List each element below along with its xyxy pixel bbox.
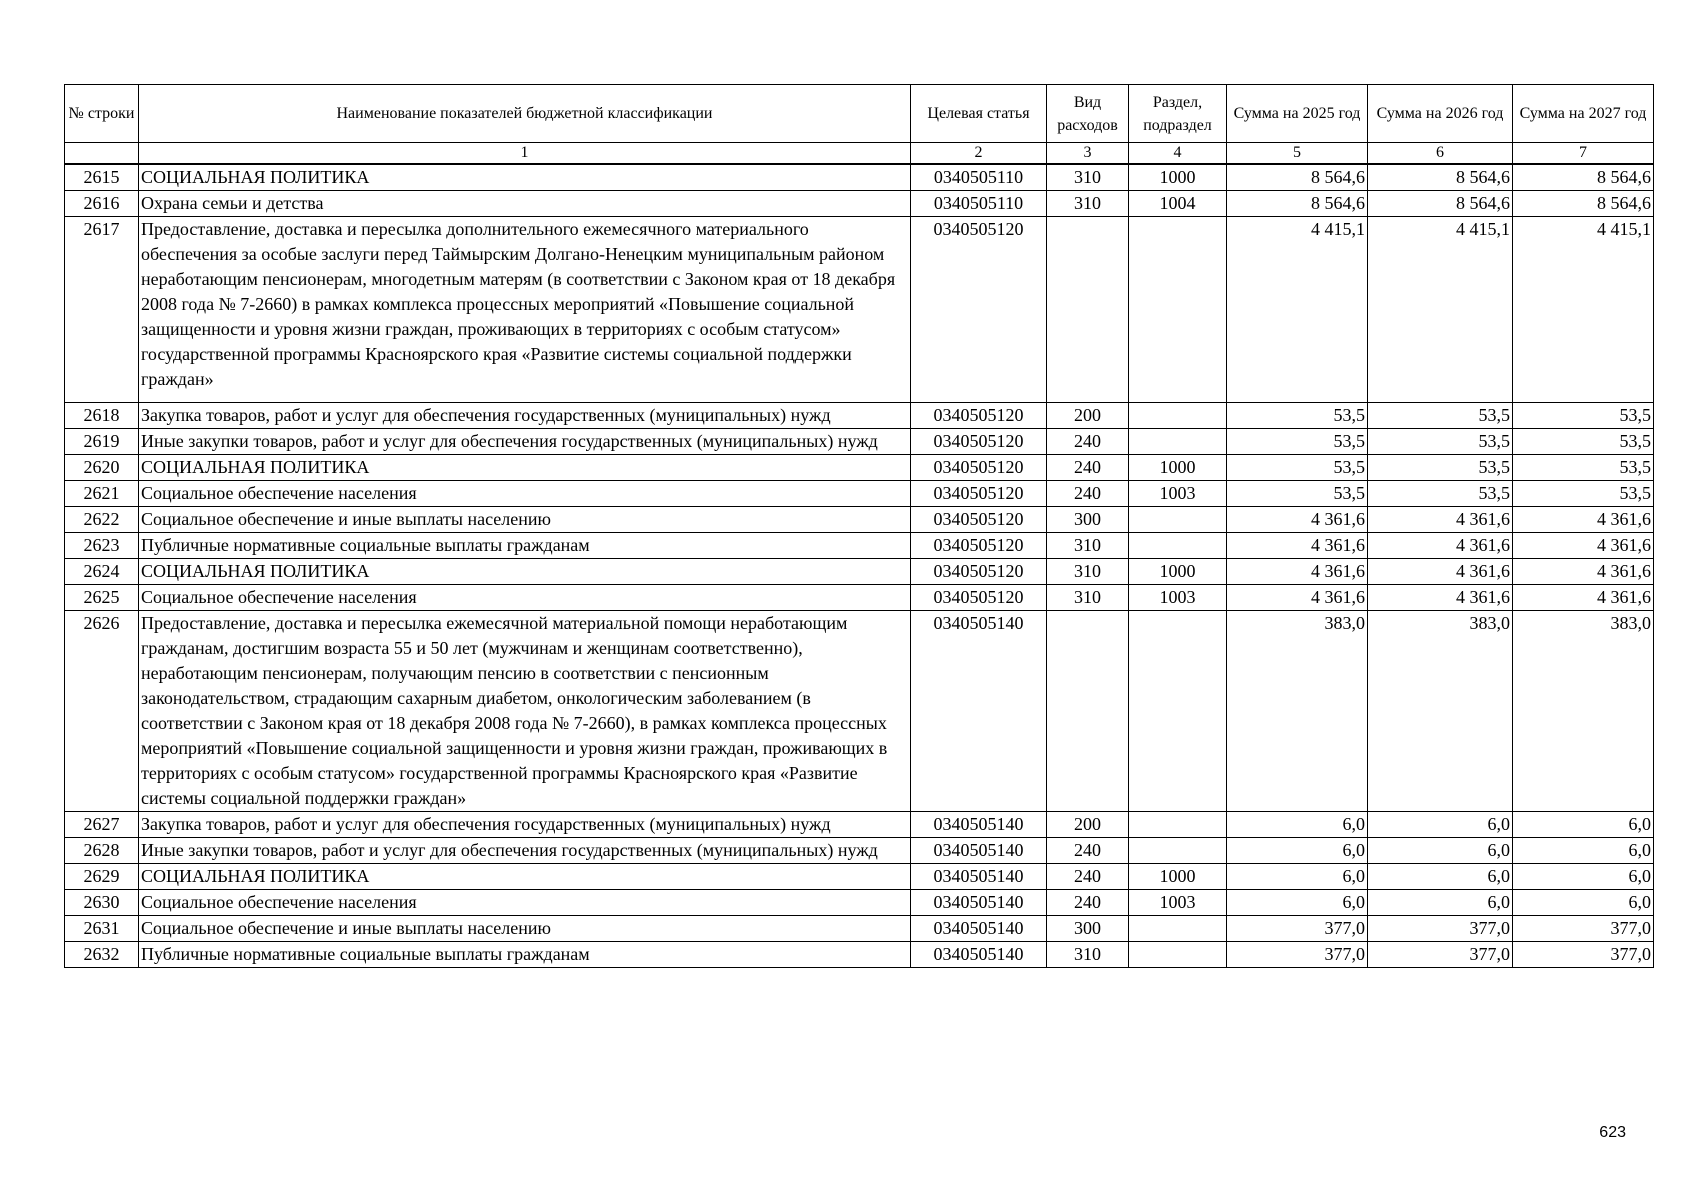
column-number: [65, 143, 139, 165]
sum-2025-cell: 4 415,1: [1227, 217, 1368, 403]
target-article-cell: 0340505140: [911, 838, 1047, 864]
expense-type-cell: 310: [1047, 585, 1129, 611]
sum-2026-cell: 383,0: [1368, 611, 1513, 812]
row-number-cell: 2632: [65, 942, 139, 968]
sum-2027-cell: 6,0: [1513, 838, 1654, 864]
indicator-name-cell: СОЦИАЛЬНАЯ ПОЛИТИКА: [139, 164, 911, 191]
indicator-name-cell: СОЦИАЛЬНАЯ ПОЛИТИКА: [139, 455, 911, 481]
row-number-cell: 2630: [65, 890, 139, 916]
table-header: [65, 85, 1654, 165]
section-cell: 1003: [1129, 585, 1227, 611]
row-number-cell: 2622: [65, 507, 139, 533]
sum-2025-cell: 53,5: [1227, 403, 1368, 429]
row-number-cell: 2615: [65, 164, 139, 191]
header-sum-2025: Сумма на 2025 год: [1227, 85, 1368, 143]
expense-type-cell: 310: [1047, 164, 1129, 191]
expense-type-cell: 310: [1047, 191, 1129, 217]
indicator-name-cell: СОЦИАЛЬНАЯ ПОЛИТИКА: [139, 559, 911, 585]
row-number-cell: 2616: [65, 191, 139, 217]
indicator-name-cell: Социальное обеспечение населения: [139, 585, 911, 611]
sum-2027-cell: 8 564,6: [1513, 191, 1654, 217]
sum-2027-cell: 4 361,6: [1513, 533, 1654, 559]
section-cell: [1129, 403, 1227, 429]
sum-2027-cell: 4 361,6: [1513, 559, 1654, 585]
section-cell: 1003: [1129, 481, 1227, 507]
sum-2025-cell: 8 564,6: [1227, 164, 1368, 191]
indicator-name-cell: Публичные нормативные социальные выплаты гражданам: [139, 533, 911, 559]
sum-2026-cell: 8 564,6: [1368, 191, 1513, 217]
column-number: 5: [1227, 143, 1368, 165]
indicator-name-cell: Публичные нормативные социальные выплаты гражданам: [139, 942, 911, 968]
expense-type-cell: 240: [1047, 455, 1129, 481]
sum-2025-cell: 4 361,6: [1227, 585, 1368, 611]
sum-2027-cell: 6,0: [1513, 812, 1654, 838]
table-row: [65, 403, 1654, 429]
sum-2025-cell: 6,0: [1227, 812, 1368, 838]
sum-2025-cell: 6,0: [1227, 864, 1368, 890]
expense-type-cell: 200: [1047, 403, 1129, 429]
expense-type-cell: 240: [1047, 838, 1129, 864]
indicator-name-cell: Закупка товаров, работ и услуг для обеспечения государственных (муниципальных) нужд: [139, 403, 911, 429]
indicator-name-cell: Закупка товаров, работ и услуг для обеспечения государственных (муниципальных) нужд: [139, 812, 911, 838]
section-cell: [1129, 611, 1227, 812]
expense-type-cell: 240: [1047, 481, 1129, 507]
sum-2026-cell: 53,5: [1368, 403, 1513, 429]
sum-2027-cell: 4 361,6: [1513, 507, 1654, 533]
expense-type-cell: [1047, 611, 1129, 812]
expense-type-cell: 300: [1047, 507, 1129, 533]
expense-type-cell: 300: [1047, 916, 1129, 942]
indicator-name-cell: Иные закупки товаров, работ и услуг для обеспечения государственных (муниципальных) нужд: [139, 429, 911, 455]
table-row: [65, 559, 1654, 585]
column-number: 7: [1513, 143, 1654, 165]
sum-2025-cell: 377,0: [1227, 942, 1368, 968]
indicator-name-cell: Социальное обеспечение и иные выплаты населению: [139, 507, 911, 533]
row-number-cell: 2623: [65, 533, 139, 559]
table-row: [65, 533, 1654, 559]
sum-2025-cell: 377,0: [1227, 916, 1368, 942]
sum-2027-cell: 53,5: [1513, 403, 1654, 429]
sum-2025-cell: 383,0: [1227, 611, 1368, 812]
header-section: Раздел, подраздел: [1129, 85, 1227, 143]
target-article-cell: 0340505120: [911, 455, 1047, 481]
row-number-cell: 2621: [65, 481, 139, 507]
sum-2026-cell: 4 415,1: [1368, 217, 1513, 403]
sum-2026-cell: 53,5: [1368, 455, 1513, 481]
sum-2026-cell: 4 361,6: [1368, 585, 1513, 611]
target-article-cell: 0340505140: [911, 611, 1047, 812]
indicator-name-cell: Охрана семьи и детства: [139, 191, 911, 217]
target-article-cell: 0340505120: [911, 429, 1047, 455]
sum-2026-cell: 6,0: [1368, 890, 1513, 916]
target-article-cell: 0340505140: [911, 916, 1047, 942]
table-row: [65, 916, 1654, 942]
sum-2027-cell: 53,5: [1513, 429, 1654, 455]
table-row: [65, 585, 1654, 611]
header-sum-2027: Сумма на 2027 год: [1513, 85, 1654, 143]
sum-2026-cell: 4 361,6: [1368, 507, 1513, 533]
indicator-name-cell: Социальное обеспечение населения: [139, 890, 911, 916]
row-number-cell: 2627: [65, 812, 139, 838]
section-cell: [1129, 429, 1227, 455]
target-article-cell: 0340505140: [911, 890, 1047, 916]
table-row: [65, 429, 1654, 455]
expense-type-cell: 240: [1047, 890, 1129, 916]
sum-2026-cell: 4 361,6: [1368, 559, 1513, 585]
row-number-cell: 2625: [65, 585, 139, 611]
header-expense-type: Вид расходов: [1047, 85, 1129, 143]
target-article-cell: 0340505120: [911, 559, 1047, 585]
page-number: 623: [1599, 1124, 1626, 1141]
sum-2027-cell: 4 415,1: [1513, 217, 1654, 403]
target-article-cell: 0340505120: [911, 403, 1047, 429]
table-row: [65, 942, 1654, 968]
sum-2025-cell: 53,5: [1227, 429, 1368, 455]
sum-2027-cell: 53,5: [1513, 455, 1654, 481]
sum-2025-cell: 6,0: [1227, 838, 1368, 864]
table-row: [65, 812, 1654, 838]
expense-type-cell: 240: [1047, 429, 1129, 455]
row-number-cell: 2618: [65, 403, 139, 429]
section-cell: [1129, 533, 1227, 559]
target-article-cell: 0340505120: [911, 481, 1047, 507]
row-number-cell: 2620: [65, 455, 139, 481]
expense-type-cell: 310: [1047, 942, 1129, 968]
sum-2026-cell: 53,5: [1368, 481, 1513, 507]
indicator-name-cell: Социальное обеспечение и иные выплаты населению: [139, 916, 911, 942]
column-number: 1: [139, 143, 911, 165]
expense-type-cell: 310: [1047, 559, 1129, 585]
sum-2026-cell: 6,0: [1368, 864, 1513, 890]
table-row: [65, 455, 1654, 481]
target-article-cell: 0340505120: [911, 533, 1047, 559]
target-article-cell: 0340505140: [911, 942, 1047, 968]
sum-2025-cell: 8 564,6: [1227, 191, 1368, 217]
column-number: 6: [1368, 143, 1513, 165]
section-cell: 1004: [1129, 191, 1227, 217]
section-cell: [1129, 507, 1227, 533]
header-sum-2026: Сумма на 2026 год: [1368, 85, 1513, 143]
header-row-number: № строки: [65, 85, 139, 143]
table-row: [65, 611, 1654, 812]
sum-2026-cell: 6,0: [1368, 838, 1513, 864]
expense-type-cell: 240: [1047, 864, 1129, 890]
table-row: [65, 217, 1654, 403]
target-article-cell: 0340505140: [911, 864, 1047, 890]
indicator-name-cell: Социальное обеспечение населения: [139, 481, 911, 507]
expense-type-cell: [1047, 217, 1129, 403]
sum-2027-cell: 53,5: [1513, 481, 1654, 507]
sum-2026-cell: 6,0: [1368, 812, 1513, 838]
sum-2027-cell: 6,0: [1513, 864, 1654, 890]
sum-2025-cell: 53,5: [1227, 455, 1368, 481]
table-body: [65, 164, 1654, 968]
header-indicator-name: Наименование показателей бюджетной классификации: [139, 85, 911, 143]
section-cell: 1000: [1129, 455, 1227, 481]
row-number-cell: 2619: [65, 429, 139, 455]
table-row: [65, 191, 1654, 217]
column-number: 2: [911, 143, 1047, 165]
column-number-row: [65, 143, 1654, 165]
table-row: [65, 507, 1654, 533]
target-article-cell: 0340505120: [911, 217, 1047, 403]
table-row: [65, 481, 1654, 507]
section-cell: 1003: [1129, 890, 1227, 916]
header-target-article: Целевая статья: [911, 85, 1047, 143]
sum-2025-cell: 4 361,6: [1227, 559, 1368, 585]
target-article-cell: 0340505140: [911, 812, 1047, 838]
column-number: 3: [1047, 143, 1129, 165]
table-row: [65, 838, 1654, 864]
row-number-cell: 2624: [65, 559, 139, 585]
row-number-cell: 2628: [65, 838, 139, 864]
sum-2027-cell: 377,0: [1513, 942, 1654, 968]
expense-type-cell: 200: [1047, 812, 1129, 838]
table-row: [65, 164, 1654, 191]
sum-2027-cell: 4 361,6: [1513, 585, 1654, 611]
target-article-cell: 0340505110: [911, 191, 1047, 217]
budget-classification-table: [64, 84, 1654, 968]
sum-2026-cell: 53,5: [1368, 429, 1513, 455]
sum-2027-cell: 383,0: [1513, 611, 1654, 812]
target-article-cell: 0340505120: [911, 585, 1047, 611]
row-number-cell: 2617: [65, 217, 139, 403]
sum-2026-cell: 4 361,6: [1368, 533, 1513, 559]
header-row: [65, 85, 1654, 143]
sum-2027-cell: 8 564,6: [1513, 164, 1654, 191]
indicator-name-cell: Предоставление, доставка и пересылка ежемесячной материальной помощи неработающим гражданам, достигшим возраста 55 и 50 лет (мужчинам и женщинам соответственно), неработающим пенсионерам, получающим пенсию в соответствии с пенсионным законодательством, страдающим сахарным диабетом, онкологическим заболеванием (в соответствии с Законом края от 18 декабря 2008 года № 7-2660), в рамках комплекса процессных мероприятий «Повышение социальной защищенности и уровня жизни граждан, проживающих в территориях с особым статусом» государственной программы Красноярского края «Развитие системы социальной поддержки граждан»: [139, 611, 911, 812]
sum-2027-cell: 6,0: [1513, 890, 1654, 916]
section-cell: 1000: [1129, 559, 1227, 585]
section-cell: [1129, 942, 1227, 968]
table-row: [65, 864, 1654, 890]
sum-2025-cell: 53,5: [1227, 481, 1368, 507]
section-cell: [1129, 838, 1227, 864]
table-row: [65, 890, 1654, 916]
row-number-cell: 2629: [65, 864, 139, 890]
sum-2026-cell: 8 564,6: [1368, 164, 1513, 191]
section-cell: [1129, 217, 1227, 403]
sum-2026-cell: 377,0: [1368, 942, 1513, 968]
target-article-cell: 0340505110: [911, 164, 1047, 191]
expense-type-cell: 310: [1047, 533, 1129, 559]
sum-2025-cell: 4 361,6: [1227, 507, 1368, 533]
section-cell: 1000: [1129, 164, 1227, 191]
section-cell: [1129, 812, 1227, 838]
column-number: 4: [1129, 143, 1227, 165]
sum-2025-cell: 4 361,6: [1227, 533, 1368, 559]
indicator-name-cell: СОЦИАЛЬНАЯ ПОЛИТИКА: [139, 864, 911, 890]
indicator-name-cell: Предоставление, доставка и пересылка дополнительного ежемесячного материального обеспечения за особые заслуги перед Таймырским Долгано-Ненецким муниципальным районом неработающим пенсионерам, многодетным матерям (в соответствии с Законом края от 18 декабря 2008 года № 7-2660) в рамках комплекса процессных мероприятий «Повышение социальной защищенности и уровня жизни граждан, проживающих в территориях с особым статусом» государственной программы Красноярского края «Развитие системы социальной поддержки граждан»: [139, 217, 911, 403]
row-number-cell: 2626: [65, 611, 139, 812]
row-number-cell: 2631: [65, 916, 139, 942]
sum-2027-cell: 377,0: [1513, 916, 1654, 942]
sum-2025-cell: 6,0: [1227, 890, 1368, 916]
section-cell: 1000: [1129, 864, 1227, 890]
target-article-cell: 0340505120: [911, 507, 1047, 533]
sum-2026-cell: 377,0: [1368, 916, 1513, 942]
section-cell: [1129, 916, 1227, 942]
indicator-name-cell: Иные закупки товаров, работ и услуг для обеспечения государственных (муниципальных) нужд: [139, 838, 911, 864]
